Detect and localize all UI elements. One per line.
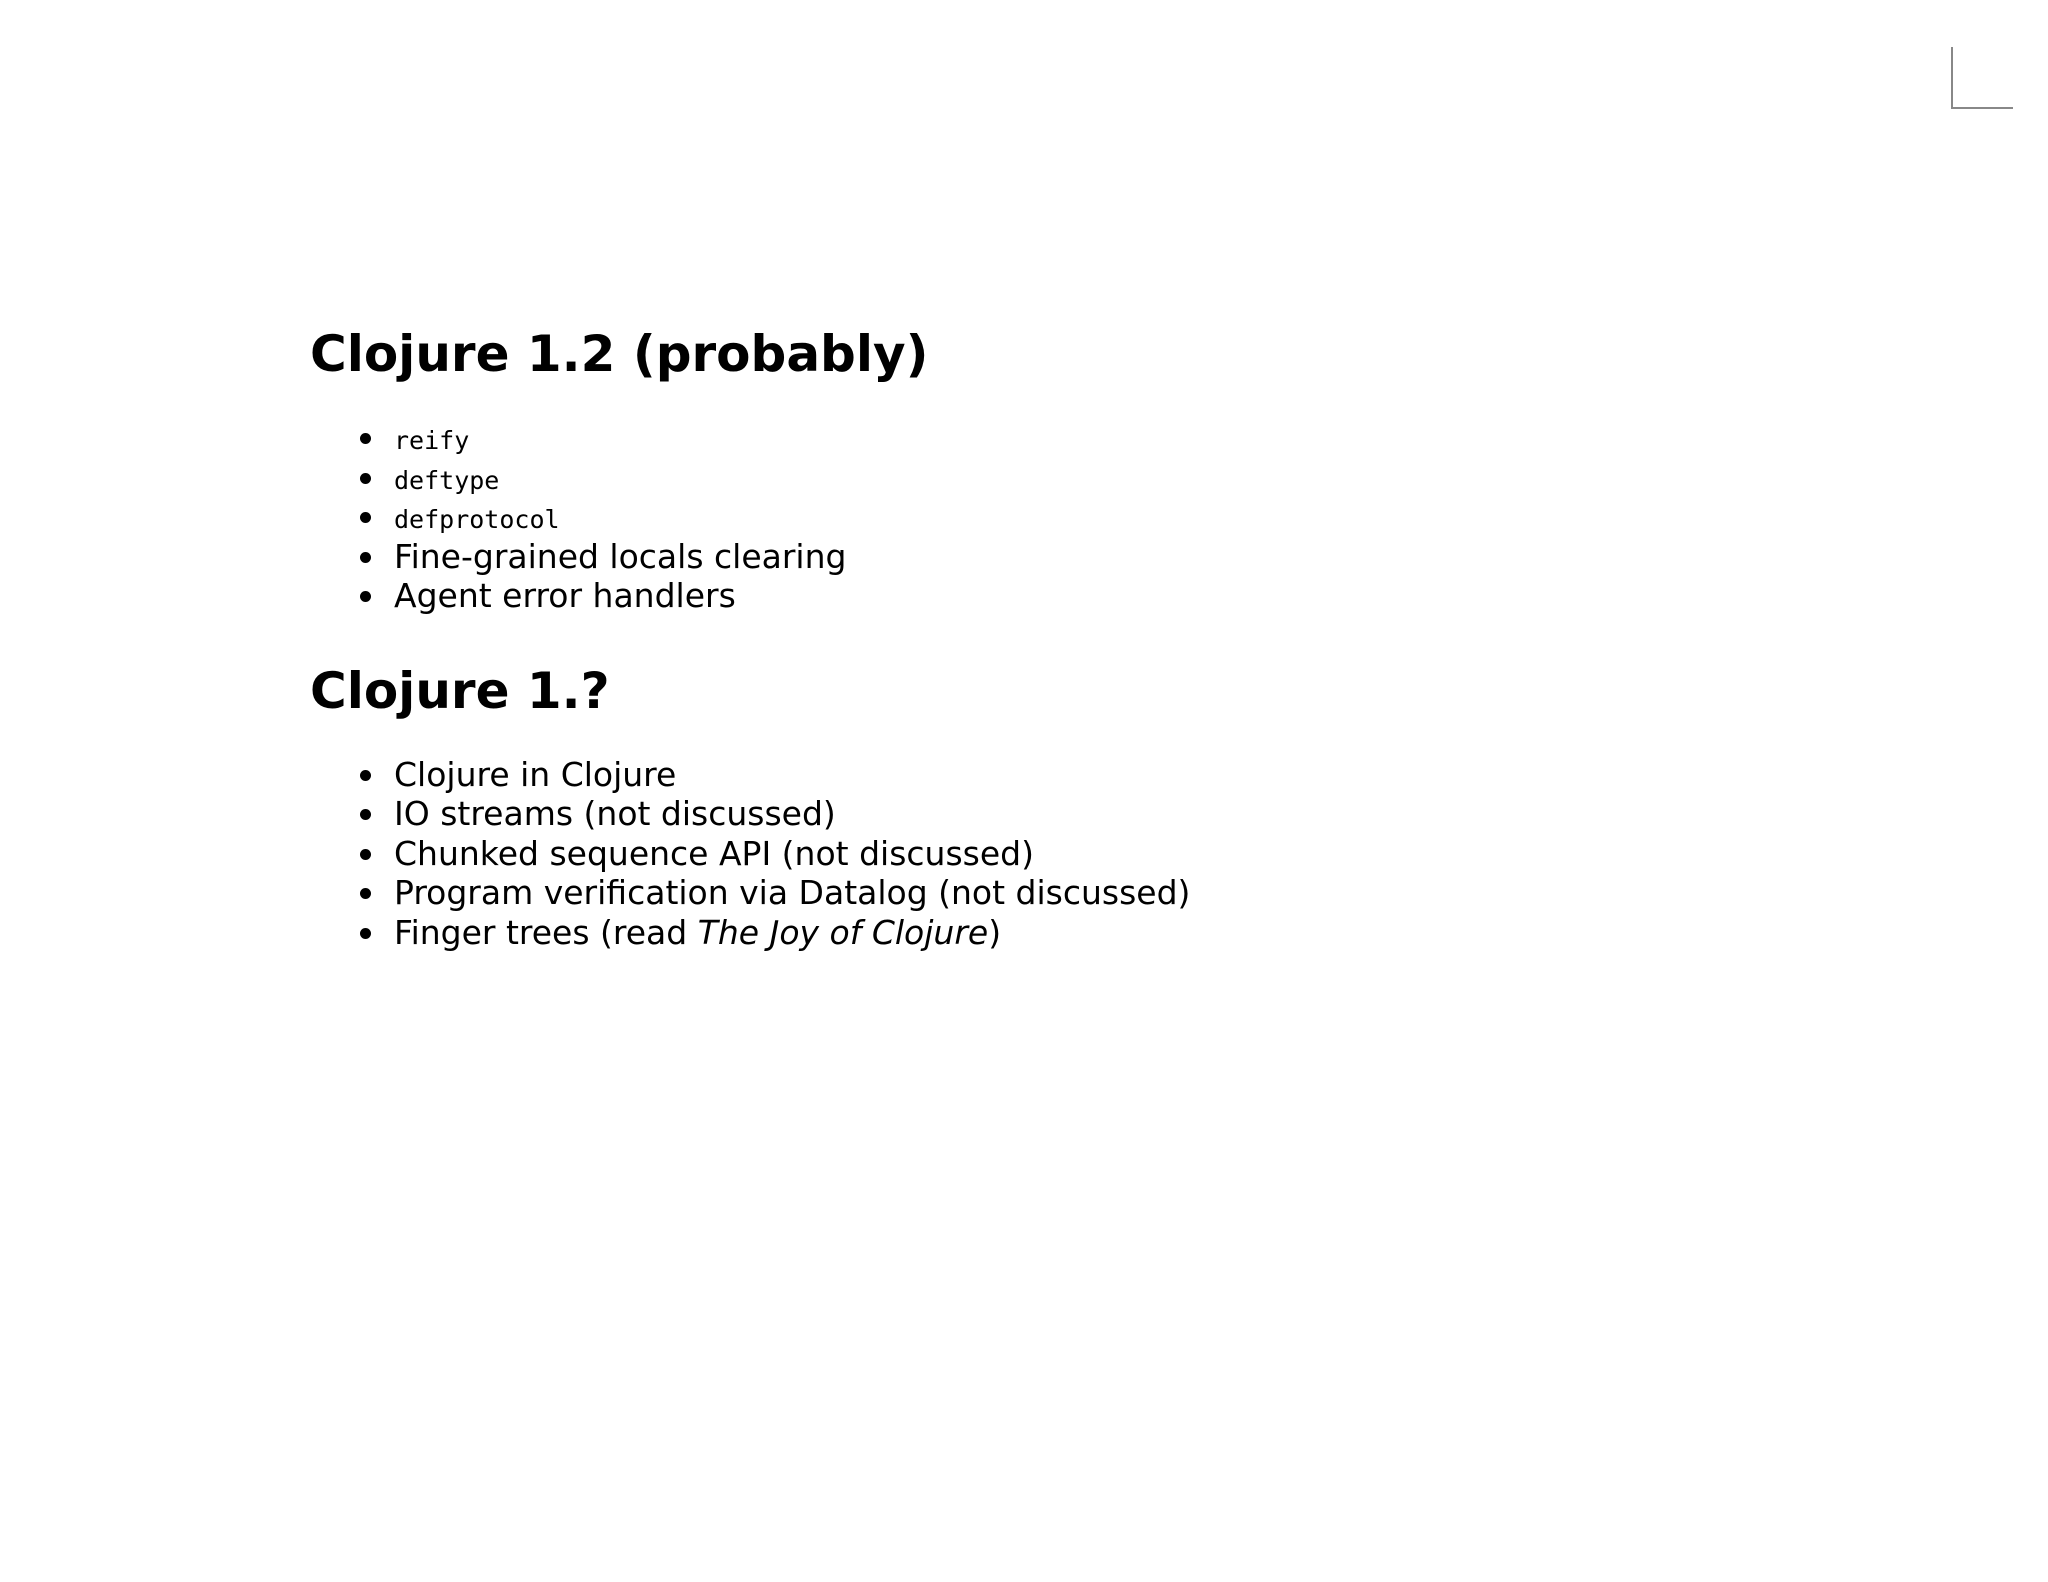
item-text: Agent error handlers — [394, 576, 736, 615]
bullet-icon — [360, 512, 371, 523]
item-text: IO streams (not discussed) — [394, 794, 836, 833]
bullet-icon — [360, 849, 371, 860]
slide-content — [310, 318, 1810, 952]
item-text: Program verification via Datalog (not discussed) — [394, 873, 1191, 912]
list-item — [394, 497, 1810, 537]
item-text: Clojure in Clojure — [394, 754, 677, 794]
list-item — [394, 913, 1810, 953]
corner-crop-mark — [1951, 47, 2013, 109]
bullet-icon — [360, 473, 371, 484]
item-text-after: ) — [988, 912, 1002, 952]
code-text: reify — [394, 426, 470, 455]
item-text: Finger trees (read — [394, 912, 698, 952]
section-title: Clojure 1.2 (probably) — [310, 325, 929, 383]
bullet-icon — [360, 433, 371, 444]
feature-list — [310, 755, 1810, 953]
item-text: Fine-grained locals clearing — [394, 536, 847, 576]
bullet-icon — [360, 928, 371, 939]
bullet-icon — [360, 888, 371, 899]
feature-list — [310, 418, 1810, 616]
list-item — [394, 418, 1810, 458]
section-title: Clojure 1.? — [310, 661, 610, 720]
list-item — [394, 755, 1810, 795]
book-title: The Joy of Clojure — [697, 912, 989, 952]
section-clojure-1-future — [310, 655, 1810, 953]
list-item — [394, 458, 1810, 498]
section-clojure-1-2 — [310, 318, 1810, 616]
bullet-icon — [360, 770, 371, 781]
code-text: defprotocol — [394, 505, 560, 534]
bullet-icon — [360, 809, 371, 820]
list-item — [394, 834, 1810, 874]
list-item — [394, 537, 1810, 577]
code-text: deftype — [394, 465, 500, 495]
list-item — [394, 576, 1810, 616]
item-text: Chunked sequence API (not discussed) — [394, 833, 1034, 873]
bullet-icon — [360, 591, 371, 602]
list-item — [394, 873, 1810, 913]
bullet-icon — [360, 552, 371, 563]
list-item — [394, 794, 1810, 834]
